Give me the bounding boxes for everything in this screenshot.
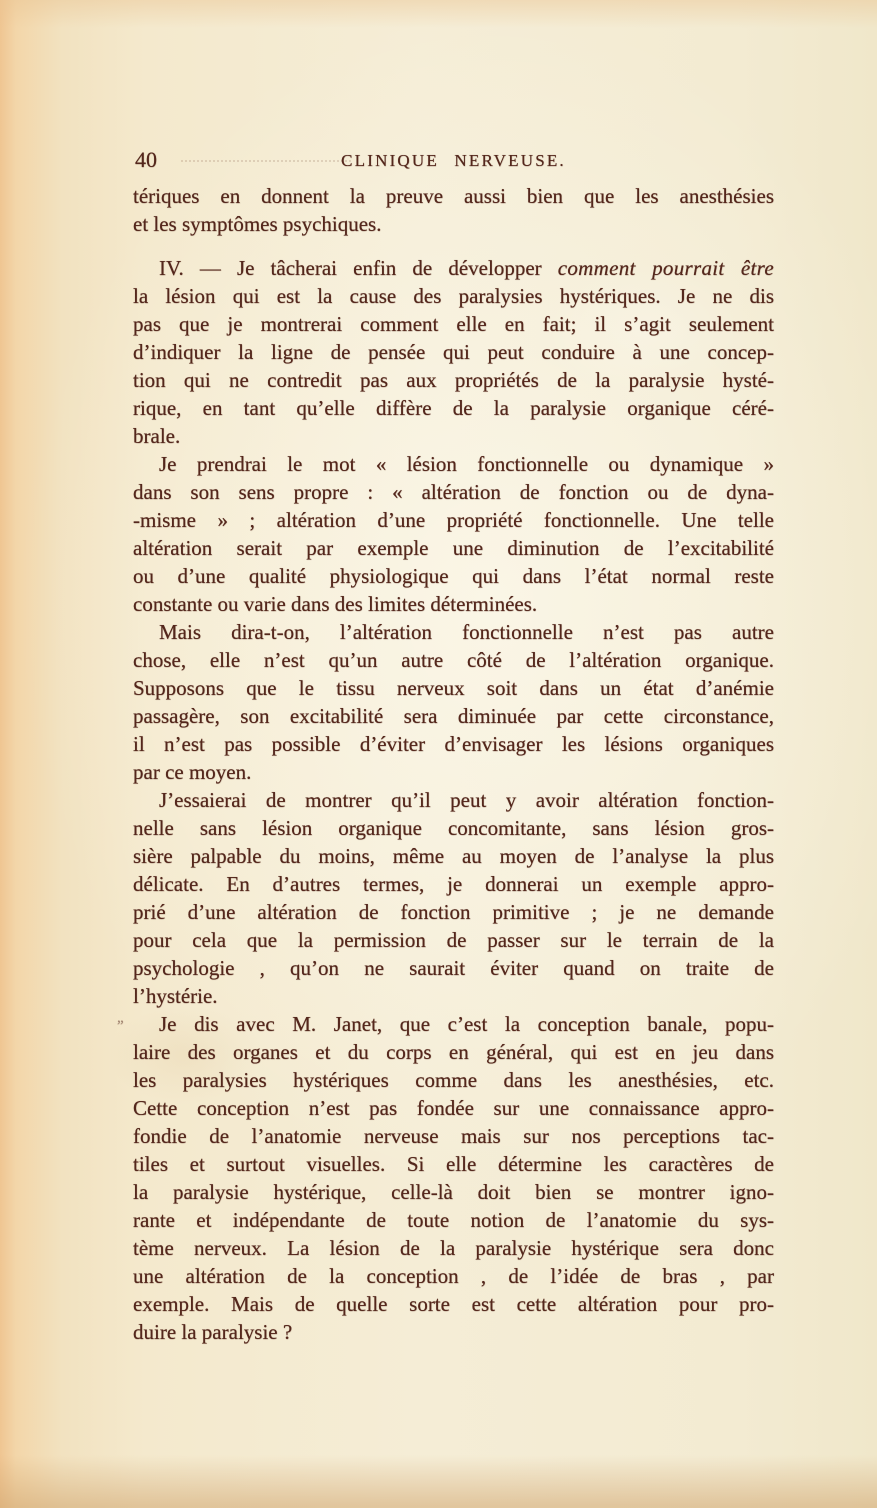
scan-speck-row bbox=[181, 160, 351, 162]
text-line: pour cela que la permission de passer sur le terrain de la bbox=[133, 928, 774, 952]
text-line: tion qui ne contredit pas aux propriétés de la paralysie hysté- bbox=[133, 368, 774, 392]
text-line: Je dis avec M. Janet, que c’est la conception banale, popu- „ bbox=[133, 1010, 774, 1038]
text-line: la lésion qui est la cause des paralysies hystériques. Je ne dis bbox=[133, 284, 774, 308]
text-line: passagère, son excitabilité sera diminuée par cette circonstance, bbox=[133, 704, 774, 728]
paragraph bbox=[133, 786, 774, 1010]
text-line: altération serait par exemple une diminution de l’excitabilité bbox=[133, 536, 774, 560]
text-line: l’hystérie. bbox=[133, 984, 218, 1008]
paragraph bbox=[133, 254, 774, 450]
text-line: -misme » ; altération d’une propriété fonctionnelle. Une telle bbox=[133, 508, 774, 532]
paragraph bbox=[133, 182, 774, 238]
text-line: la paralysie hystérique, celle-là doit bien se montrer igno- bbox=[133, 1180, 774, 1204]
text-line: tiles et surtout visuelles. Si elle détermine les caractères de bbox=[133, 1152, 774, 1176]
text-line: dans son sens propre : « altération de fonction ou de dyna- bbox=[133, 480, 774, 504]
page-number: 40 bbox=[135, 147, 157, 172]
text-line: Supposons que le tissu nerveux soit dans un état d’anémie bbox=[133, 676, 774, 700]
text-line: rante et indépendante de toute notion de l’anatomie du sys- bbox=[133, 1208, 774, 1232]
text-line: les paralysies hystériques comme dans les anesthésies, etc. bbox=[133, 1068, 774, 1092]
text-line: d’indiquer la ligne de pensée qui peut conduire à une concep- bbox=[133, 340, 774, 364]
text-line: chose, elle n’est qu’un autre côté de l’altération organique. bbox=[133, 648, 774, 672]
text-line: Cette conception n’est pas fondée sur une connaissance appro- bbox=[133, 1096, 774, 1120]
text-line: par ce moyen. bbox=[133, 760, 252, 784]
text-line: constante ou varie dans des limites déterminées. bbox=[133, 592, 538, 616]
text-line: fondie de l’anatomie nerveuse mais sur nos perceptions tac- bbox=[133, 1124, 774, 1148]
text-line: tème nerveux. La lésion de la paralysie hystérique sera donc bbox=[133, 1236, 774, 1260]
text-line: il n’est pas possible d’éviter d’envisager les lésions organiques bbox=[133, 732, 774, 756]
text-line: Je prendrai le mot « lésion fonctionnelle ou dynamique » bbox=[159, 452, 774, 476]
text-line: sière palpable du moins, même au moyen de l’analyse la plus bbox=[133, 844, 774, 868]
paragraph bbox=[133, 618, 774, 786]
text-line: prié d’une altération de fonction primitive ; je ne demande bbox=[133, 900, 774, 924]
paragraph bbox=[133, 450, 774, 618]
text-line: pas que je montrerai comment elle en fait; il s’agit seulement bbox=[133, 312, 774, 336]
text-line: laire des organes et du corps en général, qui est en jeu dans bbox=[133, 1040, 774, 1064]
text-line: ou d’une qualité physiologique qui dans l’état normal reste bbox=[133, 564, 774, 588]
text-line: nelle sans lésion organique concomitante, sans lésion gros- bbox=[133, 816, 774, 840]
running-header-title: CLINIQUE NERVEUSE. bbox=[341, 151, 566, 170]
text-line: rique, en tant qu’elle diffère de la paralysie organique céré- bbox=[133, 396, 774, 420]
text-line: exemple. Mais de quelle sorte est cette altération pour pro- bbox=[133, 1292, 774, 1316]
running-header bbox=[133, 147, 774, 175]
text-line: brale. bbox=[133, 424, 181, 448]
text-line: délicate. En d’autres termes, je donnerai un exemple appro- bbox=[133, 872, 774, 896]
text-line: IV. — Je tâcherai enfin de développer comment pourrait être bbox=[159, 256, 774, 280]
scan-artifact-mark: „ bbox=[117, 1010, 124, 1026]
page-body bbox=[117, 182, 774, 1346]
text-line: une altération de la conception , de l’idée de bras , par bbox=[133, 1264, 774, 1288]
text-line: Mais dira-t-on, l’altération fonctionnelle n’est pas autre bbox=[159, 620, 774, 644]
text-line: et les symptômes psychiques. bbox=[133, 212, 382, 236]
paragraph bbox=[117, 1010, 774, 1346]
text-line: tériques en donnent la preuve aussi bien que les anesthésies bbox=[133, 184, 774, 208]
text-line: psychologie , qu’on ne saurait éviter quand on traite de bbox=[133, 956, 774, 980]
text-line: duire la paralysie ? bbox=[133, 1320, 293, 1344]
text-line: J’essaierai de montrer qu’il peut y avoir altération fonction- bbox=[159, 788, 774, 812]
